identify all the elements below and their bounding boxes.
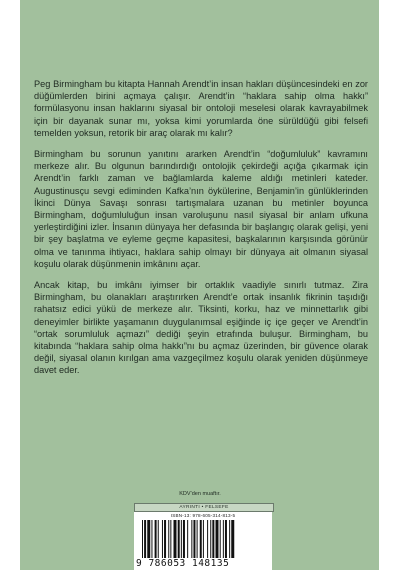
isbn-line: ISBN-13: 978-605-314-813-5	[170, 513, 236, 518]
blurb-paragraph-1: Peg Birmingham bu kitapta Hannah Arendt’in insan hakları düşüncesindeki en zor düğümlerden birini açmaya çalışır. Arendt’in “haklara sahip olma hakkı” formülasyonu insan haklarını siyasal bir ontoloji meselesi olarak kavrayabilmek için bir dayanak sunar mı, yoksa kimi yorumlarda öne sürüldüğü gibi felsefi temelden yoksun, retorik bir araç olarak mı kalır?	[34, 79, 368, 138]
category-label: AYRINTI • FELSEFE	[134, 503, 274, 512]
blurb-text	[34, 78, 368, 377]
barcode-digits: 9 786053 148135	[136, 558, 230, 569]
blurb-paragraph-2: Birmingham bu sorunun yanıtını ararken Arendt’in “doğumluluk” kavramını merkeze alır. Bu olgunun barındırdığı ontolojik çekirdeği açığa çıkarmak için Arendt’in farklı zaman ve bağlamlarda kaleme aldığı metinleri kateder. Augustinusçu sevgi ediminden Kafka’nın öykülerine, Benjamin’in günlüklerinden İkinci Dünya Savaşı sonrası tartışmalara uzanan bu metinler boyunca Birmingham, doğumluluğun insan varoluşunu nasıl siyasal bir anlam ufkuna yerleştirdiğini izler. İnsanın dünyaya her defasında bir başlangıç olarak gelişi, yeni bir şey başlatma ve eyleme geçme kapasitesi, başkalarının karşısında görünür olma ve tanınma ihtiyacı, haklara sahip olmayı bir dünyaya ait olmanın siyasal koşulu olarak düşünmenin imkânını açar.	[34, 149, 368, 269]
vat-note: KDV’den muaftır.	[179, 491, 221, 497]
barcode-panel	[134, 512, 272, 570]
barcode-icon	[142, 520, 266, 558]
blurb-paragraph-3: Ancak kitap, bu imkânı iyimser bir ortaklık vaadiyle sınırlı tutmaz. Zira Birmingham, bu olanakları araştırırken Arendt’e ortak insanlık fikrinin taşıdığı rahatsız edici yükü de merkeze alır. Tiksinti, korku, haz ve minnettarlık gibi deneyimler birlikte yaşamanın duygulanımsal eşiğinde iç içe geçer ve Arendt’in “ortak sorumluluk açmazı” dediği şeyin etrafında buluşur. Birmingham, bu kitabında “haklara sahip olma hakkı”nı bu açmaz üzerinden, bir güvence olarak değil, siyasal olanın kırılgan ama vazgeçilmez koşulu olarak yeniden düşünmeye davet eder.	[34, 280, 368, 376]
